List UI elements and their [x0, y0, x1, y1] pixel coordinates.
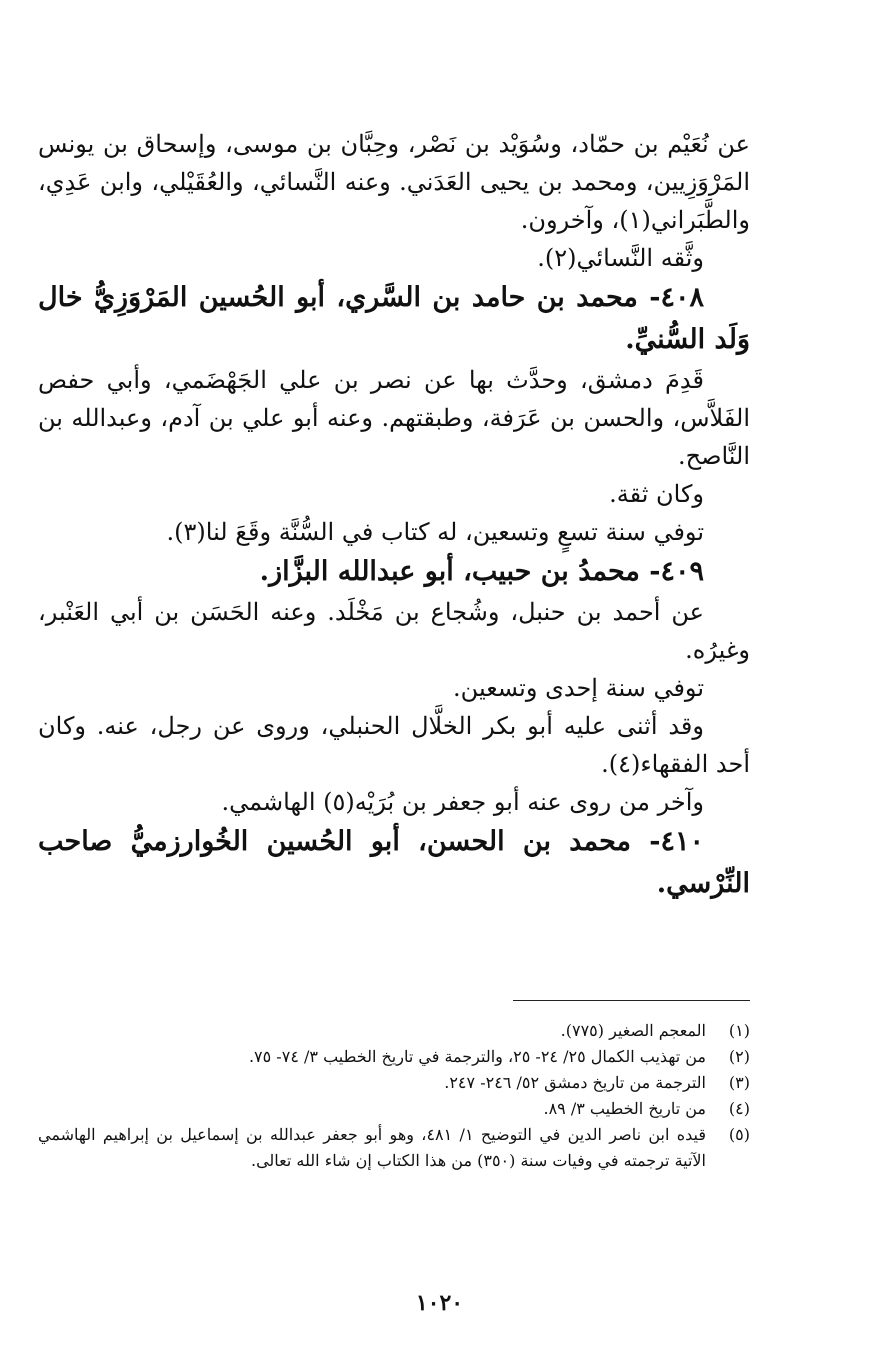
entry-heading-409: ٤٠٩- محمدُ بن حبيب، أبو عبدالله البزَّاز.: [259, 556, 704, 587]
footnote-text: الترجمة من تاريخ دمشق ٥٢/ ٢٤٦- ٢٤٧.: [444, 1073, 706, 1092]
footnote-text: من تاريخ الخطيب ٣/ ٨٩.: [543, 1099, 706, 1118]
page-number: ١٠٢٠: [415, 1290, 464, 1316]
footnote: [38, 1122, 750, 1174]
footnote-number: (٤): [728, 1099, 750, 1118]
paragraph: عن نُعَيْم بن حمّاد، وسُوَيْد بن نَصْر، وحِبَّان بن موسى، وإسحاق بن يونس المَرْوَزِيين، ومحمد بن يحيى العَدَني. وعنه النَّسائي، والعُقَيْلي، وابن عَدِي، والطَّبَراني(١)، وآخرون.: [38, 130, 750, 234]
footnote: [38, 1018, 750, 1044]
footnote-text: قيده ابن ناصر الدين في التوضيح ١/ ٤٨١، وهو أبو جعفر عبدالله بن إسماعيل بن إبراهيم الهاشمي الآتية ترجمته في وفيات سنة (٣٥٠) من هذا الكتاب إن شاء الله تعالى.: [38, 1125, 706, 1170]
paragraph: وآخر من روى عنه أبو جعفر بن بُرَيْه(٥) الهاشمي.: [221, 788, 704, 816]
main-text: [38, 125, 750, 905]
footnote-number: (٣): [728, 1073, 750, 1092]
entry-heading-408: ٤٠٨- محمد بن حامد بن السَّري، أبو الحُسين المَرْوَزِيُّ خال وَلَد السُّنيِّ.: [38, 282, 750, 355]
entry-heading-410: ٤١٠- محمد بن الحسن، أبو الحُسين الخُوارزميُّ صاحب النِّرْسي.: [38, 826, 750, 899]
paragraph: توفي سنة تسعٍ وتسعين، له كتاب في السُّنَّة وقَعَ لنا(٣).: [166, 518, 704, 546]
footnote: [38, 1070, 750, 1096]
footnote-number: (١): [728, 1021, 750, 1040]
footnote-number: (٢): [728, 1047, 750, 1066]
paragraph: توفي سنة إحدى وتسعين.: [453, 674, 704, 702]
footnote-separator: [513, 1000, 750, 1001]
footnote: [38, 1044, 750, 1070]
footnote-text: المعجم الصغير (٧٧٥).: [560, 1021, 706, 1040]
footnotes: [38, 1018, 750, 1174]
footnote: [38, 1096, 750, 1122]
footnote-text: من تهذيب الكمال ٢٥/ ٢٤- ٢٥، والترجمة في تاريخ الخطيب ٣/ ٧٤- ٧٥.: [248, 1047, 706, 1066]
paragraph: وكان ثقة.: [609, 480, 704, 508]
paragraph: وثَّقه النَّسائي(٢).: [537, 244, 704, 272]
paragraph: عن أحمد بن حنبل، وشُجاع بن مَخْلَد. وعنه الحَسَن بن أبي العَنْبر، وغيرُه.: [38, 598, 750, 664]
paragraph: قَدِمَ دمشق، وحدَّث بها عن نصر بن علي الجَهْضَمي، وأبي حفص الفَلاَّس، والحسن بن عَرَفة، وطبقتهم. وعنه أبو علي بن آدم، وعبدالله بن النَّاصح.: [38, 366, 750, 470]
footnote-number: (٥): [728, 1125, 750, 1144]
paragraph: وقد أثنى عليه أبو بكر الخلَّال الحنبلي، وروى عن رجل، عنه. وكان أحد الفقهاء(٤).: [38, 712, 750, 778]
